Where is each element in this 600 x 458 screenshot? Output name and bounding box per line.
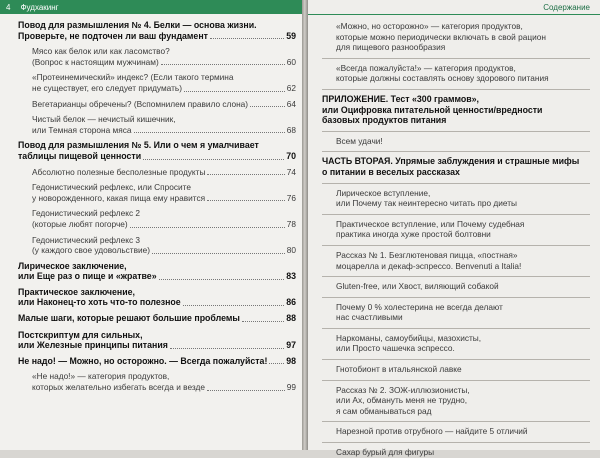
leader-dots [130,227,285,228]
toc-entry [18,114,296,135]
toc-page-number: 98 [286,355,296,366]
toc-page-number: 64 [286,98,296,109]
right-page [308,0,600,458]
toc-page-number: 83 [286,271,296,282]
right-running-head [308,0,600,15]
toc-entry-line: которые должны составлять основу здорового питания [336,73,549,84]
toc-entry-line: Gluten-free, или Хвост, виляющий собакой [336,281,499,292]
toc-entry [322,333,590,354]
toc-entry [322,21,590,53]
toc-entry-line: не существует, его следует придумать) [32,82,183,93]
toc-entry [322,94,590,126]
divider [322,89,590,90]
toc-entry-line: которые можно периодически включать в свой рацион [336,31,546,42]
toc-entry-line: Чистый белок — нечистый кишечник, [32,114,176,125]
toc-entry-line: Постскриптум для сильных, [18,329,143,340]
leader-dots [159,279,285,280]
toc-entry-line: ЧАСТЬ ВТОРАЯ. Упрямые заблуждения и страшные мифы [322,156,580,167]
toc-entry-line: Практическое заключение, [18,286,135,297]
leader-dots [161,64,285,65]
leader-dots [152,253,285,254]
toc-entry [18,140,296,161]
toc-entry-line: о питании в веселых рассказах [322,166,460,177]
divider [322,359,590,360]
divider [322,380,590,381]
leader-dots [269,363,284,364]
toc-entry-line: «Протеинемический» индекс? (Если такого термина [32,72,234,83]
leader-dots [184,91,285,92]
toc-entry-line: «Не надо!» — категория продуктов, [32,371,170,382]
toc-page-number: 60 [286,56,296,67]
toc-entry-line: у новорожденного, какая пища ему нравится [32,192,206,203]
toc-entry-line: Почему 0 % холестерина не всегда делают [336,301,503,312]
toc-page-number: 80 [286,245,296,256]
toc-entry-line: «Всегда пожалуйста!» — категория продуктов, [336,62,516,73]
leader-dots [207,390,285,391]
toc-entry-line: Проверьте, не подточен ли ваш фундамент [18,30,208,41]
toc-entry [18,167,296,178]
toc-entry-line: для пищевого разнообразия [336,42,446,53]
toc-entry-line: Практическое вступление, или Почему судебная [336,218,525,229]
toc-page-number: 76 [286,192,296,203]
divider [322,214,590,215]
toc-page-number: 86 [286,297,296,308]
toc-entry-line: Сахар бурый для фигуры [336,447,435,458]
toc-page-number: 78 [286,218,296,229]
divider [322,297,590,298]
toc-entry [322,447,590,458]
left-toc-list [18,20,296,393]
toc-entry-line: или Оцифровка питательной ценности/вредности [322,104,543,115]
toc-entry-line: моцарелла и декаф-эспрессо. Benvenuti a Italia! [336,260,522,271]
leader-dots [210,38,284,39]
page-number: 4 [6,2,11,12]
toc-entry-line: (Вопрос к настоящим мужчинам) [32,56,159,67]
divider [322,442,590,443]
toc-entry-line: (у каждого свое удовольствие) [32,245,151,256]
leader-dots [143,159,284,160]
toc-entry [322,302,590,323]
toc-entry [18,356,296,367]
toc-entry-line: Повод для размышления № 4. Белки — основа жизни. [18,20,257,30]
leader-dots [170,348,284,349]
toc-entry [18,235,296,256]
toc-page-number: 88 [286,313,296,324]
leader-dots [183,305,285,306]
toc-entry-line: или Просто чашечка эспрессо. [336,343,455,354]
toc-entry-line: я сам обманываться рад [336,405,432,416]
toc-entry-line: Мясо как белок или как ласомство? [32,46,170,57]
toc-entry-line: или Наконец-то хоть что-то полезное [18,297,181,308]
leader-dots [134,132,285,133]
toc-entry [322,281,590,292]
toc-entry [322,385,590,417]
toc-entry-line: (которые любят погорче) [32,218,128,229]
divider [322,183,590,184]
running-title: Фудхакинг [20,2,59,12]
right-toc-list [322,21,590,458]
toc-entry [18,261,296,282]
toc-entry-line: Повод для размышления № 5. Или о чем я умалчивает [18,140,259,151]
left-page [0,0,302,450]
leader-dots [250,106,285,107]
toc-entry-line: Гедонистический рефлекс, или Спросите [32,182,191,193]
toc-entry [322,136,590,147]
toc-entry-line: которых желательно избегать всегда и везде [32,382,205,393]
divider [322,328,590,329]
toc-entry [18,182,296,203]
toc-entry-line: или Темная сторона мяса [32,124,132,135]
toc-entry [18,313,296,324]
toc-entry [322,426,590,437]
toc-page-number: 99 [286,382,296,393]
toc-entry-line: Малые шаги, которые решают большие проблемы [18,313,240,324]
divider [322,58,590,59]
toc-entry-line: Рассказ № 2. ЗОЖ-иллюзионисты, [336,384,470,395]
toc-entry [322,250,590,271]
divider [322,131,590,132]
divider [322,276,590,277]
toc-entry [18,330,296,351]
toc-entry-line: Наркоманы, самоубийцы, мазохисты, [336,332,482,343]
toc-entry [18,371,296,392]
toc-entry [18,72,296,93]
toc-entry [322,219,590,240]
toc-entry [18,99,296,110]
toc-entry-line: Лирическое вступление, [336,187,431,198]
toc-page-number: 97 [286,340,296,351]
divider [322,245,590,246]
toc-page-number: 70 [286,150,296,161]
toc-entry-line: нас счастливыми [336,312,403,323]
toc-entry-line: Абсолютно полезные бесполезные продукты [32,166,206,177]
toc-entry-line: таблицы пищевой ценности [18,150,142,161]
toc-page-number: 68 [286,124,296,135]
running-title: Содержание [543,2,590,12]
toc-entry-line: Гедонистический рефлекс 2 [32,208,141,219]
toc-entry-line: Рассказ № 1. Безглютеновая пицца, «постная» [336,249,518,260]
toc-page-number: 62 [286,82,296,93]
toc-entry-line: или Ах, обмануть меня не трудно, [336,395,468,406]
toc-entry-line: «Можно, но осторожно» — категория продуктов, [336,21,523,31]
divider [322,421,590,422]
toc-entry [322,156,590,177]
toc-entry [322,188,590,209]
toc-entry [18,20,296,41]
toc-entry [18,208,296,229]
toc-entry [18,287,296,308]
toc-entry-line: Всем удачи! [336,135,383,146]
toc-entry [322,63,590,84]
toc-entry-line: Вегетарианцы обречены? (Вспомнилем правило слона) [32,98,249,109]
divider [322,151,590,152]
toc-page-number: 74 [286,166,296,177]
toc-entry-line: или Еще раз о пище и «жратве» [18,271,157,282]
toc-page-number: 59 [286,30,296,41]
toc-entry-line: Нарезной против отрубного — найдите 5 отличий [336,426,528,437]
toc-entry-line: или Железные принципы питания [18,340,168,351]
toc-entry-line: практика иногда хуже простой болтовни [336,229,491,240]
toc-entry-line: или Почему так неинтересно читать про диеты [336,198,517,209]
toc-entry [322,364,590,375]
leader-dots [207,200,285,201]
toc-entry-line: ПРИЛОЖЕНИЕ. Тест «300 граммов», [322,93,479,104]
toc-entry-line: базовых продуктов питания [322,115,447,126]
leader-dots [242,321,284,322]
left-running-head [0,0,302,14]
toc-entry-line: Лирическое заключение, [18,260,127,271]
toc-entry [18,46,296,67]
leader-dots [207,174,284,175]
toc-entry-line: Не надо! — Можно, но осторожно. — Всегда пожалуйста! [18,355,268,366]
toc-entry-line: Гнотобионт в итальянской лавке [336,364,462,375]
toc-entry-line: Гедонистический рефлекс 3 [32,234,141,245]
